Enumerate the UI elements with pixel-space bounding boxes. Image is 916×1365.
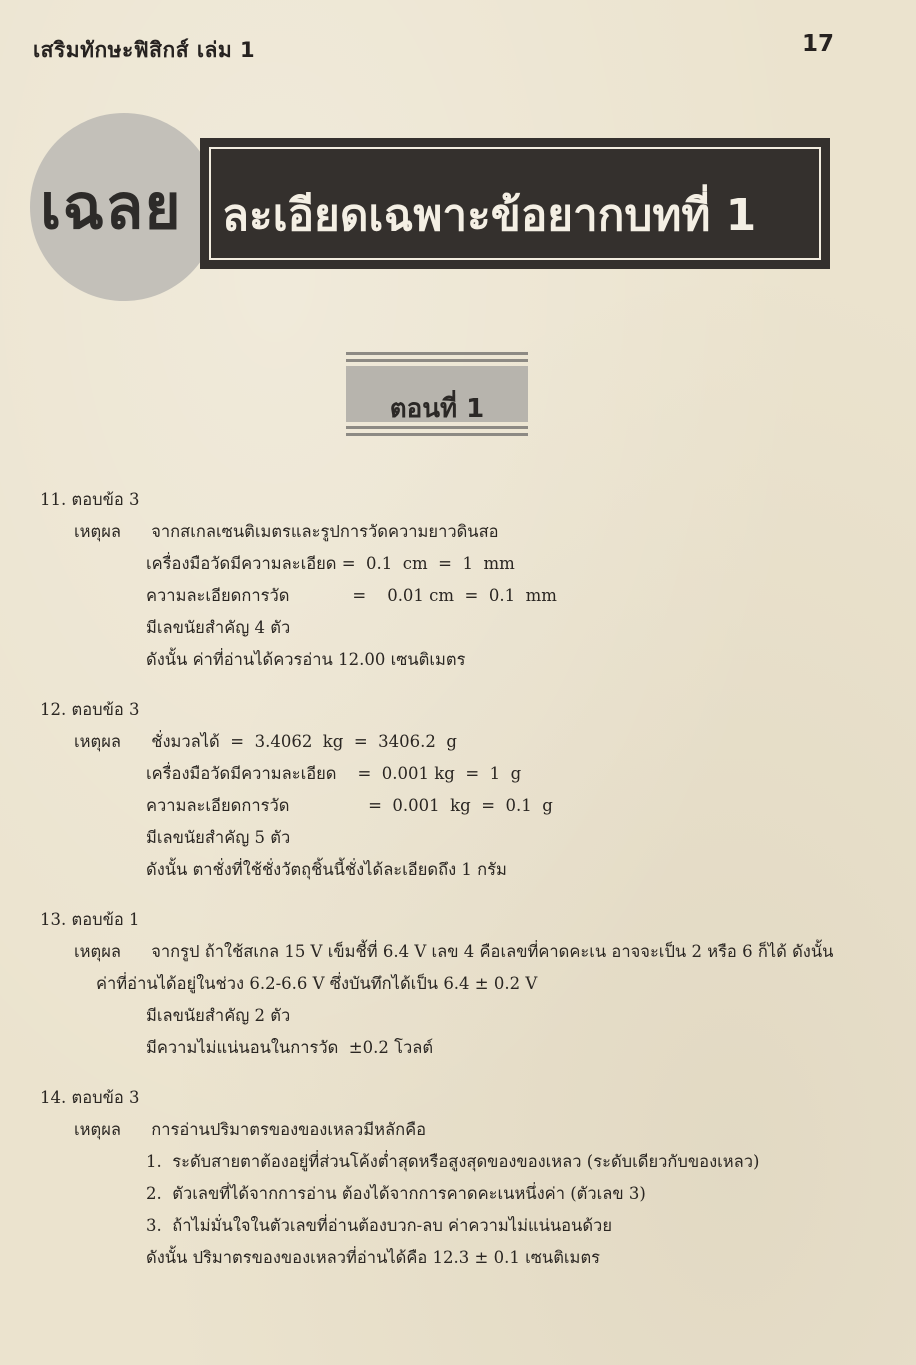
- reason-text: ชั่งมวลได้ = 3.4062 kg = 3406.2 g: [151, 732, 457, 751]
- reason-detail-line: เครื่องมือวัดมีความละเอียด = 0.1 cm = 1 mm: [146, 554, 515, 573]
- page-number: 17: [801, 31, 834, 57]
- reason-detail-line: ความละเอียดการวัด = 0.01 cm = 0.1 mm: [146, 586, 557, 605]
- answer-heading: 12. ตอบข้อ 3: [40, 700, 140, 719]
- rule-item: 2. ตัวเลขที่ได้จากการอ่าน ต้องได้จากการคาดคะเนหนึ่งค่า (ตัวเลข 3): [146, 1184, 646, 1203]
- section-label-text: ตอนที่ 1: [389, 394, 485, 424]
- reason-line: [40, 936, 850, 968]
- reason-detail-line: มีความไม่แน่นอนในการวัด ±0.2 โวลต์: [146, 1038, 434, 1057]
- reason-detail-line: มีเลขนัยสำคัญ 5 ตัว: [146, 828, 291, 847]
- section-label-stripe: [346, 352, 528, 355]
- section-label-stripe: [346, 433, 528, 436]
- reason-detail-line: ความละเอียดการวัด = 0.001 kg = 0.1 g: [146, 796, 553, 815]
- reason-text: จากรูป ถ้าใช้สเกล 15 V เข็มชี้ที่ 6.4 V เลข 4 คือเลขที่คาดคะเน อาจจะเป็น 2 หรือ 6 ก็ได้ ดังนั้น: [151, 942, 834, 961]
- answer-item-13: [40, 904, 850, 1064]
- answer-heading: 13. ตอบข้อ 1: [40, 910, 140, 929]
- banner-circle-word: เฉลย: [40, 170, 182, 243]
- reason-label: เหตุผล: [74, 732, 122, 751]
- chapter-banner-title: ละเอียดเฉพาะข้อยากบทที่ 1: [222, 190, 757, 241]
- reason-detail-line: ดังนั้น ตาชั่งที่ใช้ชั่งวัตถุชิ้นนี้ชั่งได้ละเอียดถึง 1 กรัม: [146, 860, 507, 879]
- reason-label: เหตุผล: [74, 1120, 122, 1139]
- reason-detail-line: เครื่องมือวัดมีความละเอียด = 0.001 kg = 1 g: [146, 764, 522, 783]
- answer-item-14: [40, 1082, 850, 1274]
- reason-line: [40, 726, 850, 758]
- answer-content: [40, 484, 850, 1292]
- answer-heading: 11. ตอบข้อ 3: [40, 490, 140, 509]
- reason-wrap-line: ค่าที่อ่านได้อยู่ในช่วง 6.2-6.6 V ซึ่งบันทึกได้เป็น 6.4 ± 0.2 V: [96, 974, 538, 993]
- reason-line: [40, 1114, 850, 1146]
- section-label-stripe: [346, 359, 528, 362]
- reason-text: จากสเกลเซนติเมตรและรูปการวัดความยาวดินสอ: [151, 522, 499, 541]
- reason-detail-line: มีเลขนัยสำคัญ 4 ตัว: [146, 618, 291, 637]
- answer-item-11: [40, 484, 850, 676]
- reason-detail-line: ดังนั้น ค่าที่อ่านได้ควรอ่าน 12.00 เซนติเมตร: [146, 650, 466, 669]
- answer-heading: 14. ตอบข้อ 3: [40, 1088, 140, 1107]
- rule-item: 1. ระดับสายตาต้องอยู่ที่ส่วนโค้งต่ำสุดหรือสูงสุดของของเหลว (ระดับเดียวกับของเหลว): [146, 1152, 760, 1171]
- reason-label: เหตุผล: [74, 522, 122, 541]
- reason-line: [40, 516, 850, 548]
- conclusion-line: ดังนั้น ปริมาตรของของเหลวที่อ่านได้คือ 12.3 ± 0.1 เซนติเมตร: [146, 1248, 601, 1267]
- running-header-title: เสริมทักษะฟิสิกส์ เล่ม 1: [33, 38, 256, 62]
- reason-detail-line: มีเลขนัยสำคัญ 2 ตัว: [146, 1006, 291, 1025]
- answer-item-12: [40, 694, 850, 886]
- reason-label: เหตุผล: [74, 942, 122, 961]
- rule-item: 3. ถ้าไม่มั่นใจในตัวเลขที่อ่านต้องบวก-ลบ ค่าความไม่แน่นอนด้วย: [146, 1216, 612, 1235]
- reason-text: การอ่านปริมาตรของของเหลวมีหลักคือ: [151, 1120, 427, 1139]
